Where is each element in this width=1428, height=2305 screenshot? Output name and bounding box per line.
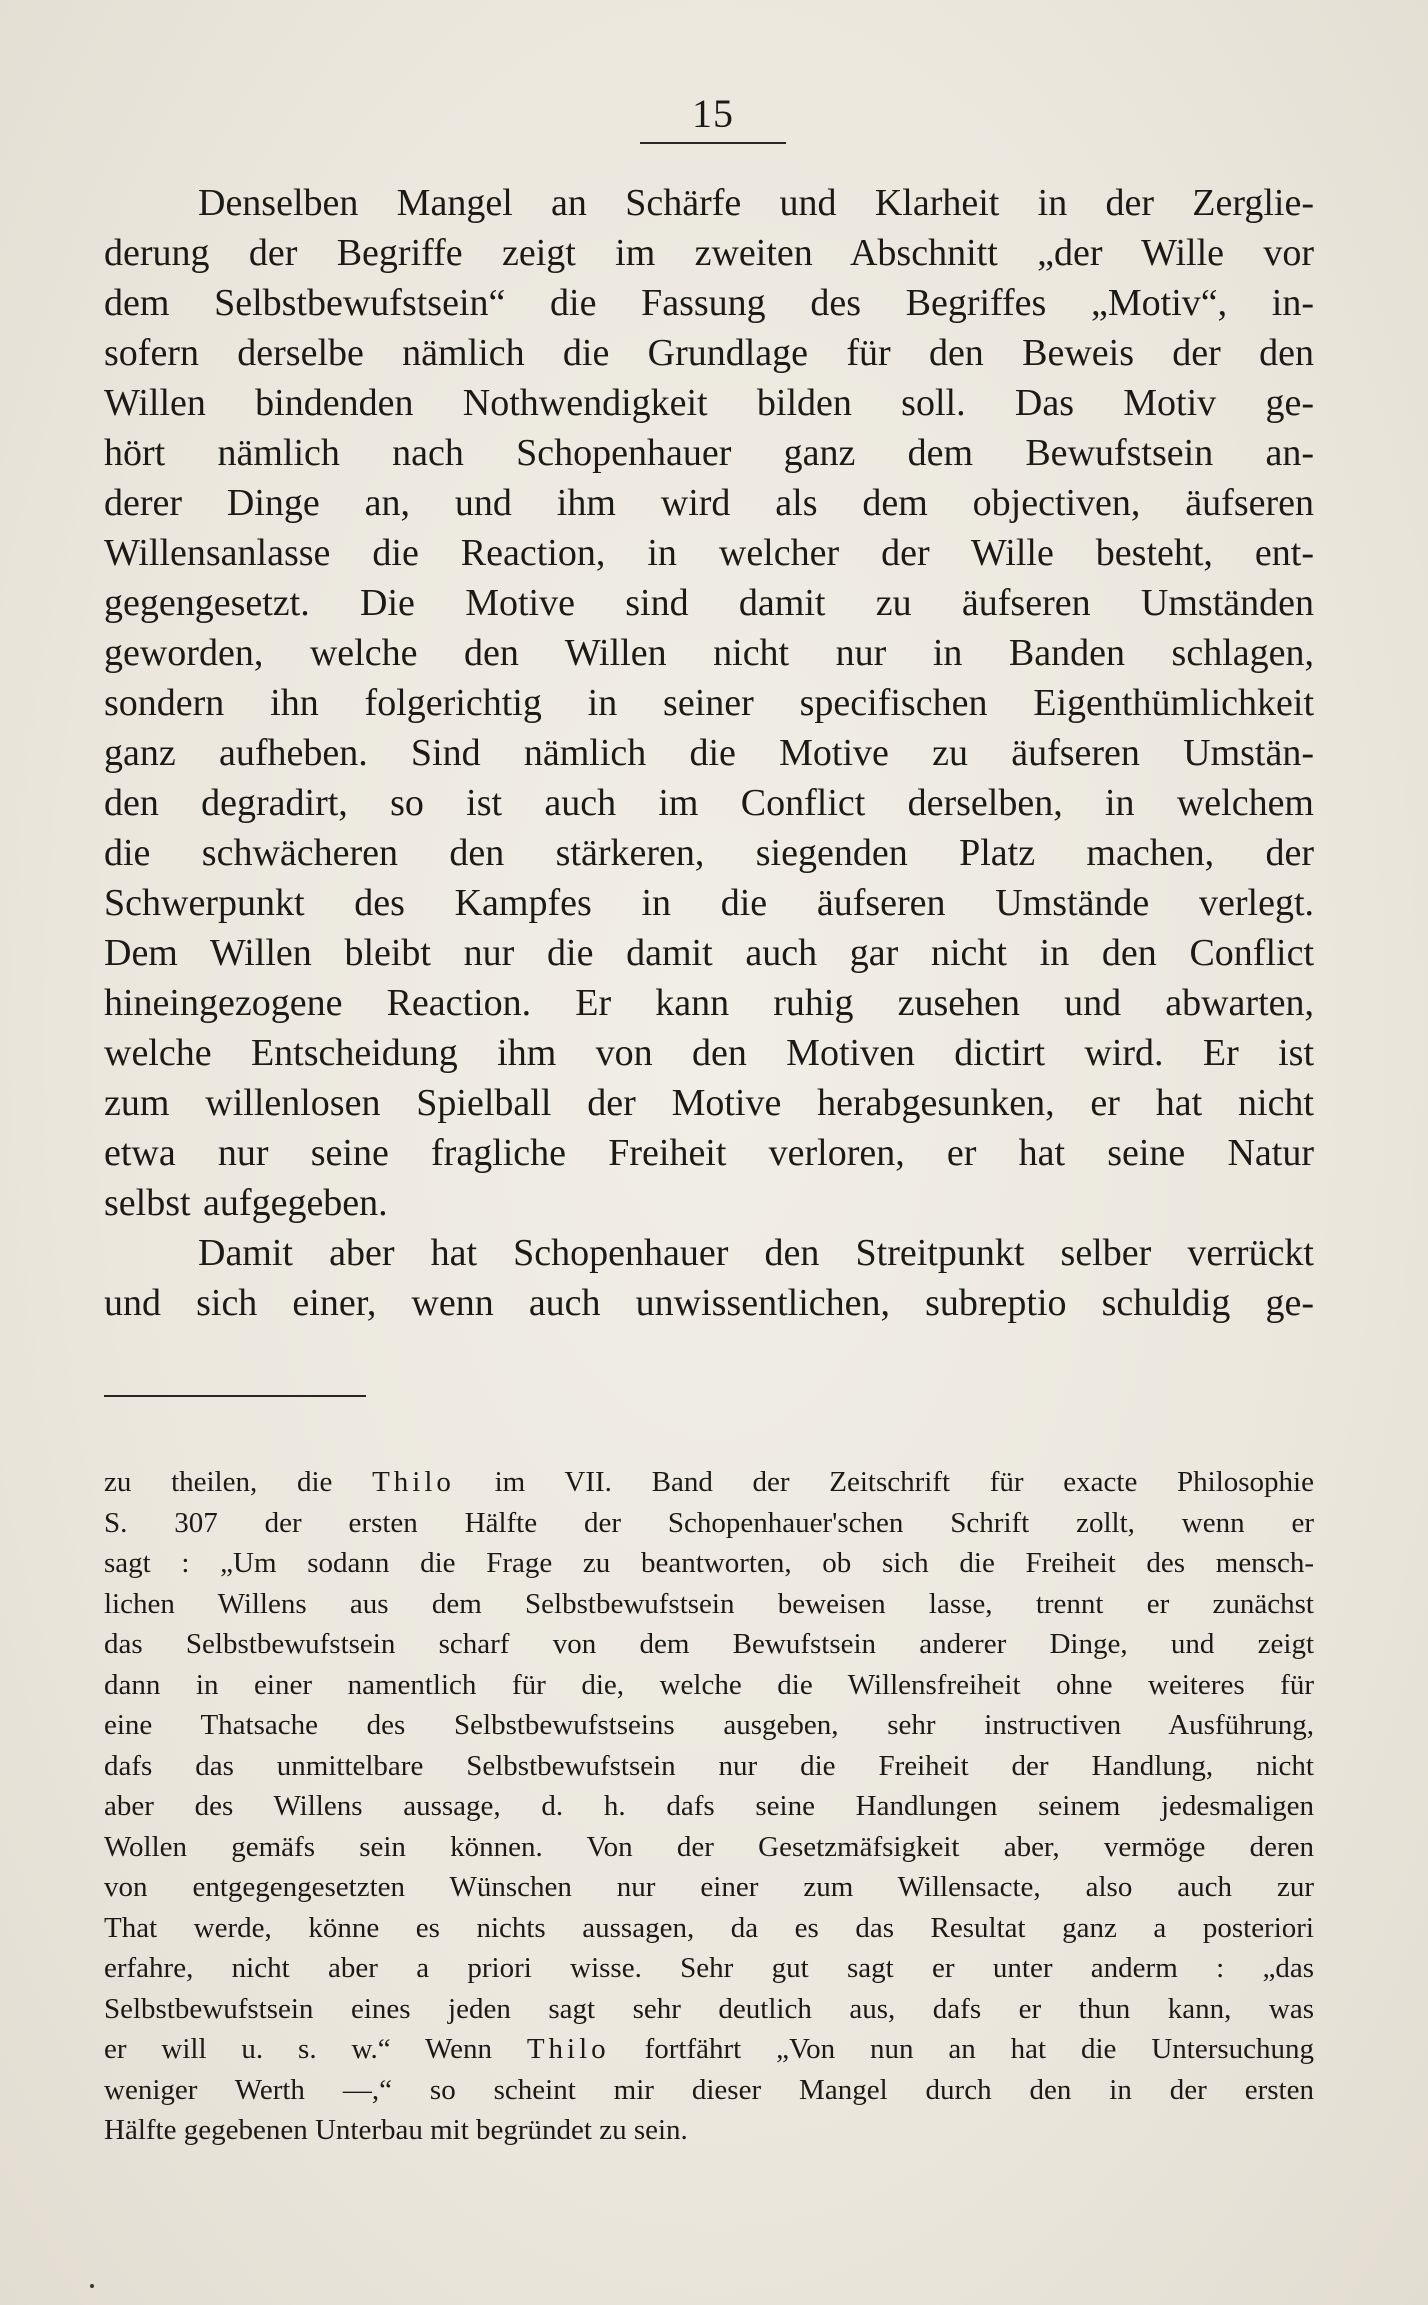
footnote-text-segment: fortfährt „Von nun an hat die Untersuchung (609, 2033, 1315, 2065)
main-text-line: Willensanlasse die Reaction, in welcher der Wille besteht, ent- (104, 532, 1314, 574)
footnote-text-segment: zu theilen, die (104, 1466, 373, 1498)
print-mark (90, 2284, 94, 2288)
footnote-line (104, 1462, 1314, 1503)
main-text-line: welche Entscheidung ihm von den Motiven dictirt wird. Er ist (104, 1032, 1314, 1074)
main-text-line: dem Selbstbewufstsein“ die Fassung des Begriffes „Motiv“, in- (104, 282, 1314, 324)
main-text-line: sondern ihn folgerichtig in seiner specifischen Eigenthümlichkeit (104, 682, 1314, 724)
main-text-line: derung der Begriffe zeigt im zweiten Abschnitt „der Wille vor (104, 232, 1314, 274)
footnote (104, 1462, 1314, 2151)
main-text (104, 178, 1314, 1328)
author-name: Thilo (526, 2033, 610, 2065)
footnote-line: Wollen gemäfs sein können. Von der Gesetzmäfsigkeit aber, vermöge deren (104, 1830, 1314, 1863)
footnote-text-segment: er will u. s. w.“ Wenn (104, 2033, 527, 2065)
footnote-line: das Selbstbewufstsein scharf von dem Bewufstsein anderer Dinge, und zeigt (104, 1628, 1314, 1660)
footnote-line (104, 2029, 1314, 2070)
footnote-line: erfahre, nicht aber a priori wisse. Sehr gut sagt er unter anderm : „das (104, 1952, 1314, 1984)
footnote-line: dann in einer namentlich für die, welche die Willensfreiheit ohne weiteres für (104, 1668, 1314, 1701)
main-text-line: derer Dinge an, und ihm wird als dem objectiven, äufseren (104, 482, 1314, 524)
main-text-line: Willen bindenden Nothwendigkeit bilden soll. Das Motiv ge- (104, 382, 1314, 424)
main-text-line: etwa nur seine fragliche Freiheit verloren, er hat seine Natur (104, 1132, 1314, 1174)
page-number: 15 (692, 91, 734, 136)
main-text-line: sofern derselbe nämlich die Grundlage für den Beweis der den (104, 332, 1314, 374)
footnote-text-segment: im VII. Band der Zeitschrift für exacte Philosophie (454, 1466, 1314, 1498)
footnote-line: Hälfte gegebenen Unterbau mit begründet zu sein. (104, 2114, 688, 2146)
main-text-line: zum willenlosen Spielball der Motive herabgesunken, er hat nicht (104, 1082, 1314, 1124)
author-name: Thilo (372, 1466, 455, 1498)
footnote-line: lichen Willens aus dem Selbstbewufstsein beweisen lasse, trennt er zunächst (104, 1587, 1314, 1620)
footnote-line: aber des Willens aussage, d. h. dafs seine Handlungen seinem jedesmaligen (104, 1790, 1314, 1822)
main-text-line: Schwerpunkt des Kampfes in die äufseren Umstände verlegt. (104, 882, 1314, 924)
main-text-line: und sich einer, wenn auch unwissentlichen, subreptio schuldig ge- (104, 1282, 1314, 1324)
main-text-line: die schwächeren den stärkeren, siegenden Platz machen, der (104, 832, 1314, 874)
main-text-line: Damit aber hat Schopenhauer den Streitpunkt selber verrückt (198, 1232, 1314, 1274)
footnote-line: dafs das unmittelbare Selbstbewufstsein nur die Freiheit der Handlung, nicht (104, 1749, 1314, 1782)
main-text-line: gegengesetzt. Die Motive sind damit zu äufseren Umständen (104, 582, 1314, 624)
main-text-line: hineingezogene Reaction. Er kann ruhig zusehen und abwarten, (104, 982, 1314, 1024)
footnote-line: That werde, könne es nichts aussagen, da es das Resultat ganz a posteriori (104, 1911, 1314, 1944)
main-text-line: geworden, welche den Willen nicht nur in Banden schlagen, (104, 632, 1314, 674)
footnote-line: Selbstbewufstsein eines jeden sagt sehr deutlich aus, dafs er thun kann, was (104, 1992, 1314, 2025)
main-text-line: den degradirt, so ist auch im Conflict derselben, in welchem (104, 782, 1314, 824)
footnote-line: von entgegengesetzten Wünschen nur einer zum Willensacte, also auch zur (104, 1871, 1314, 1903)
main-text-line: ganz aufheben. Sind nämlich die Motive zu äufseren Umstän- (104, 732, 1314, 774)
footnote-rule (104, 1395, 366, 1397)
footnote-line: S. 307 der ersten Hälfte der Schopenhauer'schen Schrift zollt, wenn er (104, 1506, 1314, 1539)
main-text-line: Dem Willen bleibt nur die damit auch gar nicht in den Conflict (104, 932, 1314, 974)
footnote-line: weniger Werth —,“ so scheint mir dieser Mangel durch den in der ersten (104, 2073, 1314, 2106)
header-rule (640, 142, 786, 144)
main-text-line: selbst aufgegeben. (104, 1182, 388, 1224)
main-text-line: Denselben Mangel an Schärfe und Klarheit in der Zerglie- (198, 182, 1314, 224)
main-text-line: hört nämlich nach Schopenhauer ganz dem Bewufstsein an- (104, 432, 1314, 474)
footnote-line: eine Thatsache des Selbstbewufstseins ausgeben, sehr instructiven Ausführung, (104, 1709, 1314, 1741)
footnote-line: sagt : „Um sodann die Frage zu beantworten, ob sich die Freiheit des mensch- (104, 1547, 1314, 1579)
